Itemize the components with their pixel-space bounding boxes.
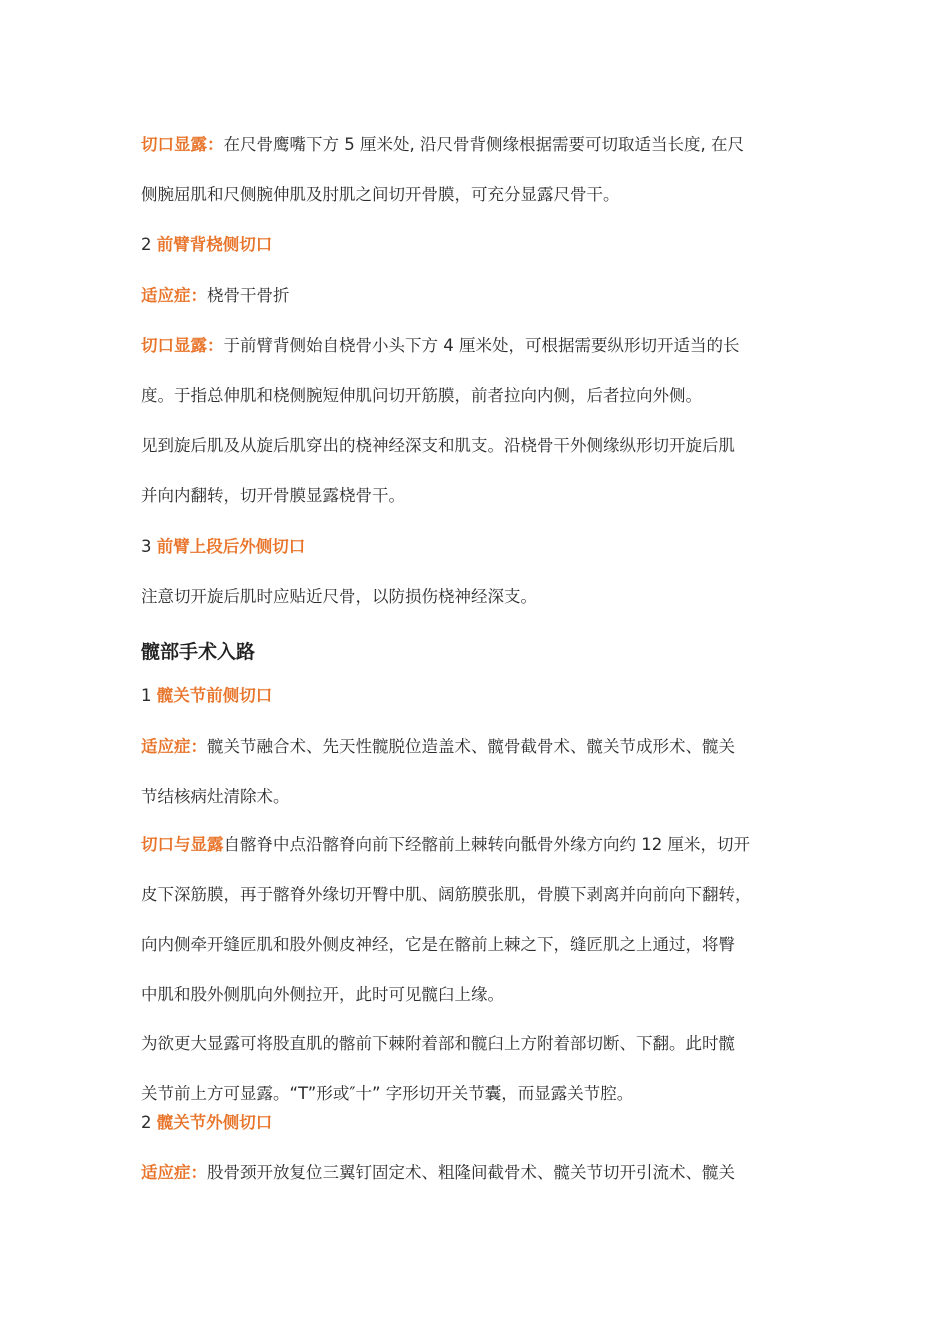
paragraph-line [141, 334, 740, 358]
paragraph-line [141, 384, 702, 408]
paragraph-line [141, 1082, 633, 1106]
line-text: 自髂脊中点沿髂脊向前下经髂前上棘转向骶骨外缘方向约 12 厘米，切开 [223, 835, 750, 854]
subsection-title: 髋关节前侧切口 [156, 686, 273, 705]
line-text: 并向内翻转，切开骨膜显露桡骨干。 [141, 486, 405, 505]
paragraph-line [141, 284, 290, 308]
line-text: 见到旋后肌及从旋后肌穿出的桡神经深支和肌支。沿桡骨干外侧缘纵形切开旋后肌 [141, 436, 735, 455]
paragraph-line [141, 434, 735, 458]
line-text: 中肌和股外侧肌向外侧拉开，此时可见髋臼上缘。 [141, 985, 504, 1004]
subsection-number: 3 [141, 537, 157, 556]
subsection-number: 1 [141, 686, 157, 705]
inline-label: 适应症： [141, 1163, 207, 1182]
subsection-title: 前臂上段后外侧切口 [156, 537, 306, 556]
paragraph-line [141, 785, 290, 809]
paragraph-line [141, 1032, 735, 1056]
paragraph-line [141, 1161, 735, 1185]
line-text: 为欲更大显露可将股直肌的髂前下棘附着部和髋臼上方附着部切断、下翻。此时髋 [141, 1034, 735, 1053]
line-text: 侧腕屈肌和尺侧腕伸肌及肘肌之间切开骨膜，可充分显露尺骨干。 [141, 185, 620, 204]
subsection-heading [141, 233, 272, 257]
paragraph-line [141, 983, 504, 1007]
paragraph-line [141, 183, 620, 207]
paragraph-line [141, 585, 537, 609]
line-text: 皮下深筋膜，再于髂脊外缘切开臀中肌、阔筋膜张肌，骨膜下剥离并向前向下翻转， [141, 885, 752, 904]
line-text: 关节前上方可显露。“T”形或″十” 字形切开关节囊，而显露关节腔。 [141, 1084, 634, 1103]
line-text: 向内侧牵开缝匠肌和股外侧皮神经，它是在髂前上棘之下，缝匠肌之上通过，将臀 [141, 935, 735, 954]
paragraph-line [141, 883, 752, 907]
paragraph-line [141, 133, 744, 157]
subsection-number: 2 [141, 235, 157, 254]
line-text: 在尺骨鹰嘴下方 5 厘米处, 沿尺骨背侧缘根据需要可切取适当长度, 在尺 [223, 135, 744, 154]
line-text: 桡骨干骨折 [207, 286, 290, 305]
inline-label: 切口与显露 [141, 835, 224, 854]
line-text: 于前臂背侧始自桡骨小头下方 4 厘米处，可根据需要纵形切开适当的长 [223, 336, 740, 355]
line-text: 股骨颈开放复位三翼钉固定术、粗隆间截骨术、髋关节切开引流术、髋关 [207, 1163, 735, 1182]
paragraph-line [141, 735, 735, 759]
subsection-heading [141, 684, 272, 708]
subsection-number: 2 [141, 1113, 157, 1132]
line-text: 髋关节融合术、先天性髋脱位造盖术、髋骨截骨术、髋关节成形术、髋关 [207, 737, 735, 756]
subsection-title: 髋关节外侧切口 [156, 1113, 273, 1132]
inline-label: 适应症： [141, 737, 207, 756]
subsection-heading [141, 1111, 272, 1135]
line-text: 度。于指总伸肌和桡侧腕短伸肌问切开筋膜，前者拉向内侧，后者拉向外侧。 [141, 386, 702, 405]
inline-label: 适应症： [141, 286, 207, 305]
paragraph-line [141, 933, 735, 957]
line-text: 注意切开旋后肌时应贴近尺骨，以防损伤桡神经深支。 [141, 587, 537, 606]
inline-label: 切口显露： [141, 336, 224, 355]
paragraph-line [141, 484, 405, 508]
inline-label: 切口显露： [141, 135, 224, 154]
subsection-heading [141, 535, 305, 559]
section-heading: 髋部手术入路 [141, 641, 256, 663]
subsection-title: 前臂背桡侧切口 [156, 235, 273, 254]
paragraph-line [141, 833, 750, 857]
line-text: 节结核病灶清除术。 [141, 787, 290, 806]
